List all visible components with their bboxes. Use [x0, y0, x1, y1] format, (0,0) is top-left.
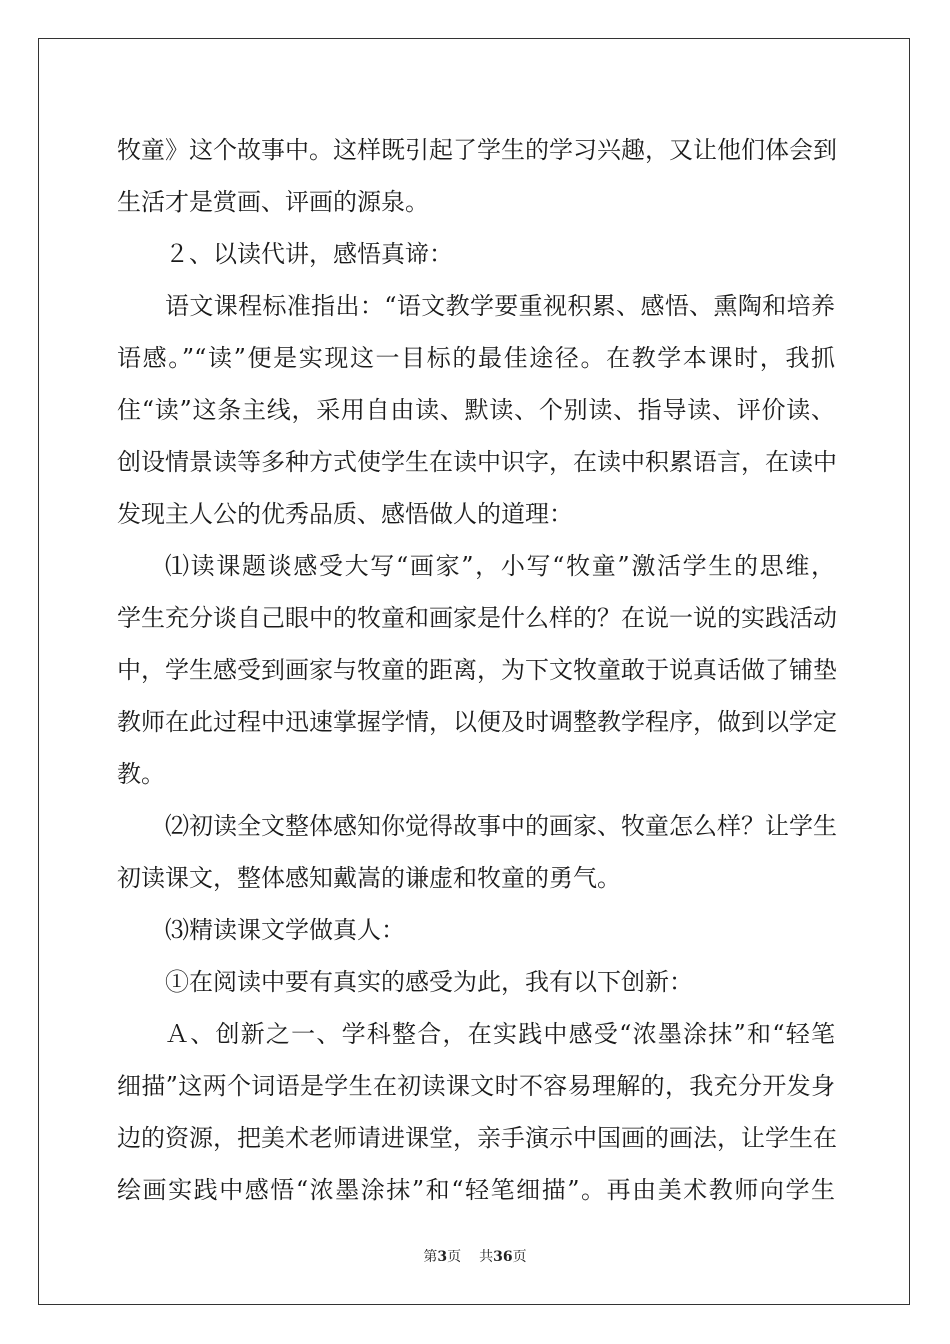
total-unit: 页 — [512, 1249, 527, 1265]
paragraph-line: 绘画实践中感悟“浓墨涂抹”和“轻笔细描”。再由美术教师向学生 — [117, 1176, 835, 1204]
document-body — [117, 128, 835, 1220]
total-page-count: 36 — [493, 1249, 513, 1265]
paragraph-line: 教师在此过程中迅速掌握学情，以便及时调整教学程序，做到以学定 — [117, 708, 837, 736]
paragraph-line: ⑵初读全文整体感知你觉得故事中的画家、牧童怎么样？让学生 — [165, 812, 837, 840]
paragraph-line: 语文课程标准指出：“语文教学要重视积累、感悟、熏陶和培养 — [165, 292, 835, 320]
paragraph-line: 教。 — [117, 760, 165, 788]
paragraph-line: 中，学生感受到画家与牧童的距离，为下文牧童敢于说真话做了铺垫 — [117, 656, 837, 684]
paragraph-line: ⑶精读课文学做真人： — [165, 916, 405, 944]
page-footer — [0, 1246, 950, 1266]
section-heading: ２、以读代讲，感悟真谛： — [165, 240, 453, 268]
paragraph-line: 学生充分谈自己眼中的牧童和画家是什么样的？在说一说的实践活动 — [117, 604, 837, 632]
paragraph-line: 牧童》这个故事中。这样既引起了学生的学习兴趣，又让他们体会到 — [117, 136, 837, 164]
total-prefix: 共 — [479, 1249, 494, 1265]
page-unit: 页 — [447, 1249, 462, 1265]
current-page-number: 3 — [437, 1249, 448, 1265]
page-prefix: 第 — [423, 1249, 438, 1265]
paragraph-line: 细描”这两个词语是学生在初读课文时不容易理解的，我充分开发身 — [117, 1072, 835, 1100]
paragraph-line: 生活才是赏画、评画的源泉。 — [117, 188, 429, 216]
paragraph-line: ①在阅读中要有真实的感受为此，我有以下创新： — [165, 968, 693, 996]
paragraph-line: Ａ、创新之一、学科整合，在实践中感受“浓墨涂抹”和“轻笔 — [165, 1020, 835, 1048]
paragraph-line: ⑴读课题谈感受大写“画家”，小写“牧童”激活学生的思维， — [165, 552, 835, 580]
paragraph-line: 边的资源，把美术老师请进课堂，亲手演示中国画的画法，让学生在 — [117, 1124, 837, 1152]
paragraph-line: 初读课文，整体感知戴嵩的谦虚和牧童的勇气。 — [117, 864, 621, 892]
paragraph-line: 创设情景读等多种方式使学生在读中识字，在读中积累语言，在读中 — [117, 448, 837, 476]
paragraph-line: 语感。”“读”便是实现这一目标的最佳途径。在教学本课时，我抓 — [117, 344, 835, 372]
paragraph-line: 发现主人公的优秀品质、感悟做人的道理： — [117, 500, 573, 528]
paragraph-line: 住“读”这条主线，采用自由读、默读、个别读、指导读、评价读、 — [117, 396, 835, 424]
